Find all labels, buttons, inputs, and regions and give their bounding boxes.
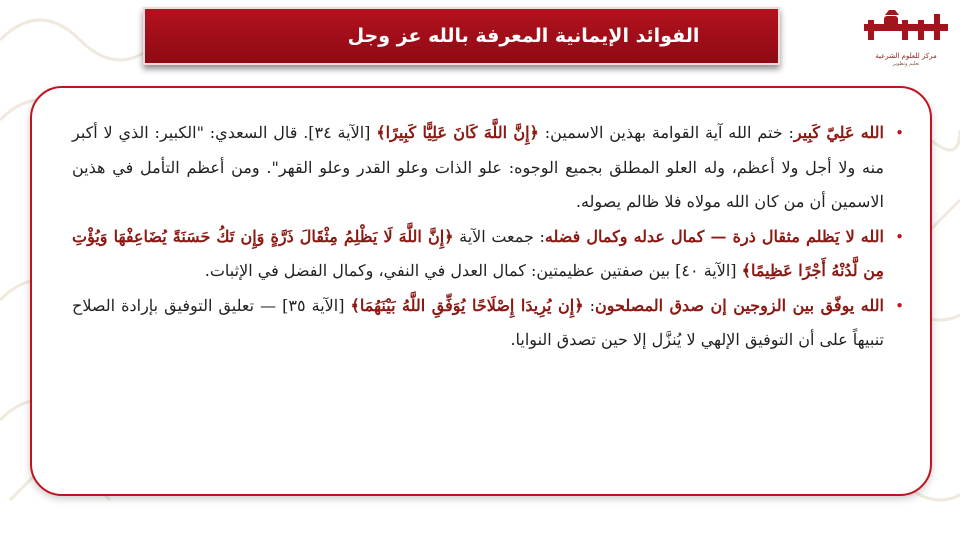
list-item — [72, 116, 904, 220]
logo-mark-icon — [858, 8, 954, 52]
quran-verse: ﴿إِنَّ اللَّهَ كَانَ عَلِيًّا كَبِيرًا﴾ — [376, 123, 539, 142]
logo-tagline: تعليم وتطوير — [892, 61, 920, 67]
logo-subtitle: مركز للعلوم الشرعية — [875, 52, 937, 60]
quran-verse: ﴿إِنَّ اللَّهَ لَا يَظْلِمُ مِثْقَالَ ذَرَّةٍ وَإِن تَكُ حَسَنَةً يُضَاعِفْهَا وَيُؤْتِ مِن لَّدُنْهُ أَجْرًا عَظِيمًا﴾ — [72, 226, 884, 280]
bullet-list — [72, 116, 904, 358]
bullet-text: : — [583, 295, 596, 315]
logo — [858, 8, 954, 66]
bullet-text: [الآية ٣٥] — تعليق التوفيق بإرادة الصلاح تنبيهاً على أن التوفيق الإلهي لا يُنزَّل إلا حين تصدق النوايا. — [72, 295, 884, 349]
list-item — [72, 220, 904, 289]
bullet-text: : ختم الله آية القوامة بهذين الاسمين: — [538, 123, 794, 142]
bullet-icon: • — [895, 227, 904, 246]
bullet-icon: • — [895, 124, 904, 142]
quran-verse: ﴿إِن يُرِيدَا إِصْلَاحًا يُوَفِّقِ اللَّهُ بَيْنَهُمَا﴾ — [350, 295, 584, 315]
bullet-heading: الله عَلِيّ كَبِير — [793, 123, 885, 142]
bullet-text: : جمعت الآية — [453, 226, 545, 246]
bullet-heading: الله لا يَظلم مثقال ذرة — كمال عدله وكمال فضله — [544, 226, 885, 246]
bullet-text: [الآية ٣٤]. قال السعدي: "الكبير: الذي لا أكبر منه ولا أجل ولا أعظم، وله العلو المطلق بجميع الوجوه: علو الذات وعلو القدر وعلو القهر". ومن أعظم التأمل في هذين الاسمين أن من كان الله مولاه فلا ظالم يصوله. — [72, 123, 884, 211]
bullet-heading: الله يوفّق بين الزوجين إن صدق المصلحون — [595, 295, 885, 315]
title-banner — [143, 7, 780, 65]
page-title: الفوائد الإيمانية المعرفة بالله عز وجل — [347, 25, 700, 47]
bullet-text: [الآية ٤٠] بين صفتين عظيمتين: كمال العدل في النفي، وكمال الفضل في الإثبات. — [204, 261, 742, 280]
content-panel — [30, 86, 932, 496]
list-item — [72, 289, 904, 358]
bullet-icon: • — [895, 296, 904, 315]
